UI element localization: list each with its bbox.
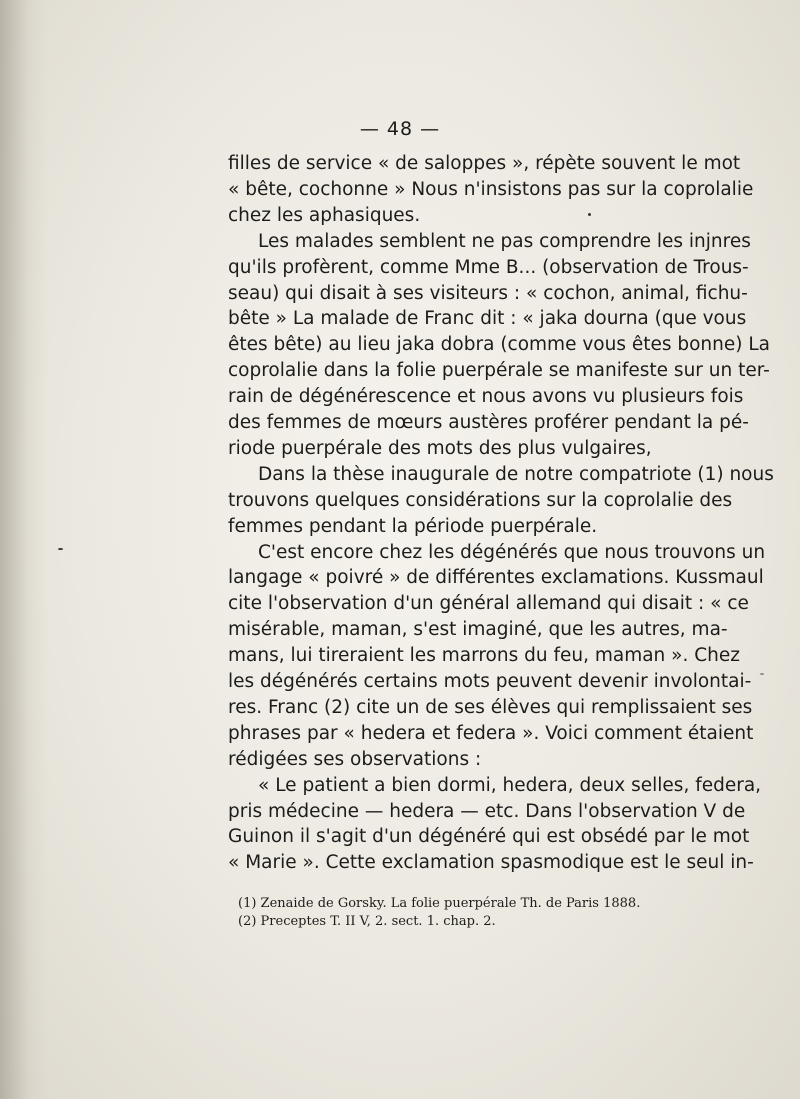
paper-speck xyxy=(588,213,591,216)
text-line: bête » La malade de Franc dit : « jaka dourna (que vous xyxy=(228,308,747,330)
text-line: femmes pendant la période puerpérale. xyxy=(228,515,598,537)
text-line: êtes bête) au lieu jaka dobra (comme vous êtes bonne) La xyxy=(228,334,771,356)
text-line: les dégénérés certains mots peuvent devenir involontai- xyxy=(228,671,752,692)
text-line: seau) qui disait à ses visiteurs : « cochon, animal, fichu- xyxy=(228,282,748,304)
text-line: res. Franc (2) cite un de ses élèves qui remplissaient ses xyxy=(228,696,753,718)
text-line: C'est encore chez les dégénérés que nous trouvons un xyxy=(258,541,766,563)
text-line: trouvons quelques considérations sur la coprolalie des xyxy=(228,489,733,511)
footnote: (1) Zenaide de Gorsky. La folie puerpérale Th. de Paris 1888. xyxy=(238,896,641,911)
text-line: chez les aphasiques. xyxy=(228,204,421,226)
text-line: mans, lui tireraient les marrons du feu, maman ». Chez xyxy=(228,645,740,667)
page-number: — 48 — xyxy=(359,118,441,140)
paper-speck xyxy=(760,673,764,675)
text-line: langage « poivré » de différentes exclamations. Kussmaul xyxy=(228,567,764,589)
text-line: « Marie ». Cette exclamation spasmodique est le seul in- xyxy=(228,852,754,874)
text-line: Dans la thèse inaugurale de notre compatriote (1) nous xyxy=(258,463,774,485)
binding-shadow xyxy=(0,0,48,1099)
text-line: filles de service « de saloppes », répète souvent le mot xyxy=(228,153,741,174)
text-line: Les malades semblent ne pas comprendre les injnres xyxy=(258,230,751,252)
paper-speck xyxy=(58,548,63,550)
text-line: phrases par « hedera et federa ». Voici comment étaient xyxy=(228,722,754,744)
footnote: (2) Preceptes T. II V, 2. sect. 1. chap. 2. xyxy=(238,914,496,929)
text-line: coprolalie dans la folie puerpérale se manifeste sur un ter- xyxy=(228,360,770,382)
text-line: « bête, cochonne » Nous n'insistons pas sur la coprolalie xyxy=(228,178,754,200)
text-line: Guinon il s'agit d'un dégénéré qui est obsédé par le mot xyxy=(228,826,750,848)
text-line: « Le patient a bien dormi, hedera, deux selles, federa, xyxy=(258,774,762,796)
text-line: des femmes de mœurs austères proférer pendant la pé- xyxy=(228,412,749,433)
text-line: rain de dégénérescence et nous avons vu plusieurs fois xyxy=(228,386,744,408)
text-line: riode puerpérale des mots des plus vulgaires, xyxy=(228,437,652,459)
text-line: misérable, maman, s'est imaginé, que les autres, ma- xyxy=(228,619,728,641)
text-line: rédigées ses observations : xyxy=(228,748,482,770)
text-line: qu'ils profèrent, comme Mme B... (observation de Trous- xyxy=(228,256,749,278)
text-line: cite l'observation d'un général allemand qui disait : « ce xyxy=(228,593,749,615)
text-line: pris médecine — hedera — etc. Dans l'observation V de xyxy=(228,800,746,822)
